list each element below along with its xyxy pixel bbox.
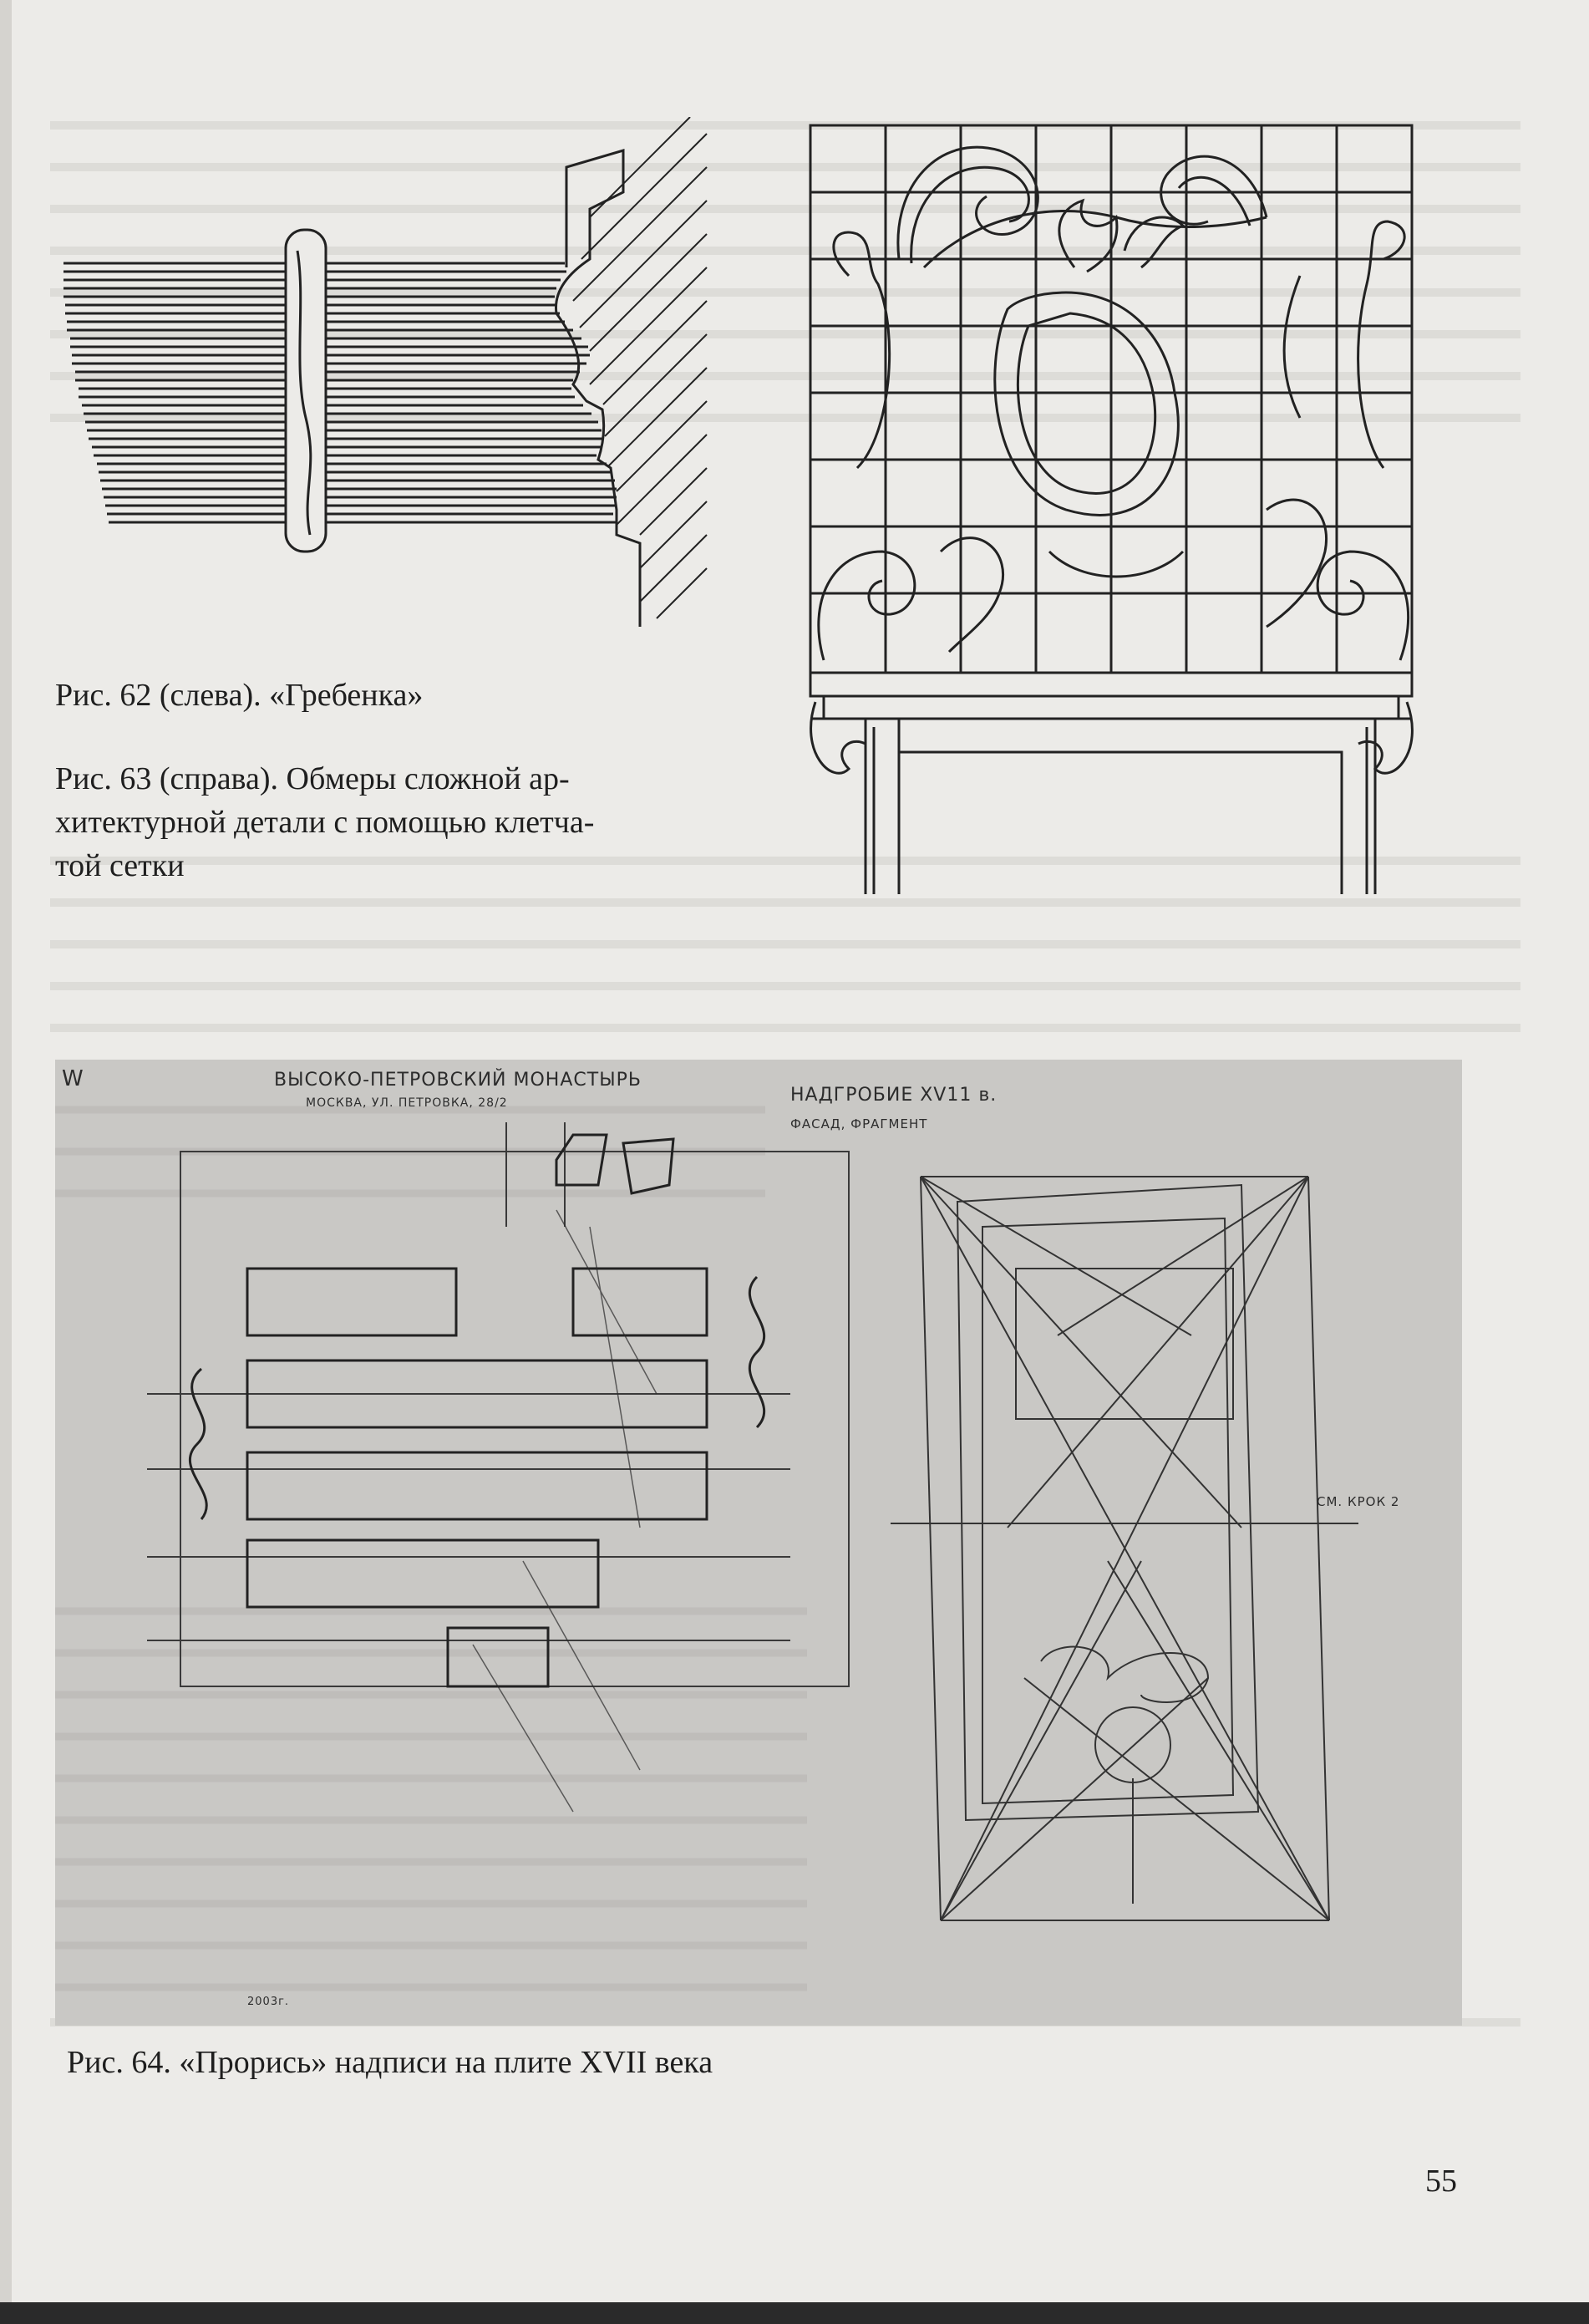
figure-64-photo	[55, 1060, 1462, 2026]
figure-64-right-title: НАДГРОБИЕ XV11 в.	[790, 1085, 998, 1106]
figure-64-corner-mark: W	[62, 1066, 84, 1091]
figure-64-left-subtitle: МОСКВА, УЛ. ПЕТРОВКА, 28/2	[306, 1096, 508, 1110]
figure-63-caption-line: хитектурной детали с помощью клетча-	[55, 805, 595, 840]
scan-bottom-edge	[0, 2302, 1589, 2324]
figure-62-comb-drawing	[55, 117, 723, 635]
figure-62-caption: Рис. 62 (слева). «Гребенка»	[55, 678, 424, 713]
figure-64-caption: Рис. 64. «Прорись» надписи на плите XVII века	[67, 2045, 713, 2080]
figure-63-caption	[55, 757, 594, 887]
figure-64-year-note: 2003г.	[247, 1996, 290, 2008]
figure-64-tracing	[55, 1060, 1462, 2026]
page-number: 55	[1425, 2164, 1457, 2199]
figure-63-caption-line: Рис. 63 (справа). Обмеры сложной ар-	[55, 761, 570, 796]
figure-64-right-subtitle: ФАСАД, ФРАГМЕНТ	[790, 1116, 928, 1131]
figure-64-left-title: ВЫСОКО-ПЕТРОВСКИЙ МОНАСТЫРЬ	[274, 1070, 642, 1091]
figure-64-scale-note: СМ. КРОК 2	[1317, 1494, 1400, 1509]
figure-63-grid-ornament-drawing	[799, 117, 1459, 919]
figure-63-caption-line: той сетки	[55, 848, 185, 883]
page-edge-shadow	[0, 0, 12, 2324]
